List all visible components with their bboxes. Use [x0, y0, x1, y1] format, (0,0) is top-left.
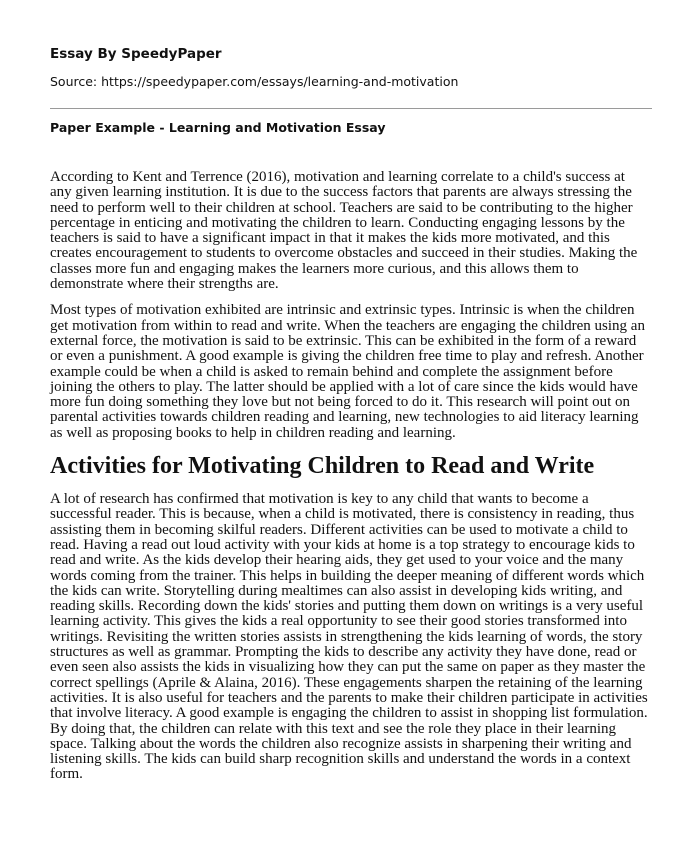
- paragraph-1: According to Kent and Terrence (2016), motivation and learning correlate to a child's success at any given learning institution. It is due to the success factors that parents are always stressing the need to perform well to their children at school. Teachers are said to be contributing to the higher percentage in enticing and motivating the children to learn. Conducting engaging lessons by the teachers is said to have a significant impact in that it makes the kids more motivated, and this creates encouragement to students to overcome obstacles and succeed in their studies. Making the classes more fun and engaging makes the learners more curious, and this allows them to demonstrate where their strengths are.: [50, 169, 638, 293]
- site-title: Essay By SpeedyPaper: [50, 46, 222, 62]
- paragraph-2: Most types of motivation exhibited are intrinsic and extrinsic types. Intrinsic is when the children get motivation from within to read and write. When the teachers are engaging the children using an external force, the motivation is said to be extrinsic. This can be exhibited in the form of a reward or even a punishment. A good example is giving the children free time to play and refresh. Another example could be when a child is asked to remain behind and complete the assignment before joining the others to play. The latter should be applied with a lot of care since the kids would have more fun doing something they love but not being forced to do it. This research will point out on parental activities towards children reading and learning, new technologies to aid literacy learning as well as proposing books to help in children reading and learning.: [50, 302, 645, 441]
- section-heading: Activities for Motivating Children to Read and Write: [50, 453, 595, 480]
- header-divider: [50, 108, 652, 109]
- essay-body: [50, 170, 650, 794]
- paper-title: Paper Example - Learning and Motivation Essay: [50, 120, 386, 135]
- source-line: Source: https://speedypaper.com/essays/learning-and-motivation: [50, 74, 459, 89]
- document-header: [50, 46, 652, 90]
- section-paragraph: A lot of research has confirmed that motivation is key to any child that wants to become a successful reader. This is because, when a child is motivated, there is consistency in reading, thus assisting them in becoming skilful readers. Different activities can be used to motivate a child to read. Having a read out loud activity with your kids at home is a top strategy to encourage kids to read and write. As the kids develop their hearing aids, they get used to your voice and the many words coming from the trainer. This helps in building the deeper meaning of different words which the kids can write. Storytelling during mealtimes can also assist in developing kids writing, and reading skills. Recording down the kids' stories and putting them down on writings is a very useful learning activity. This gives the kids a real opportunity to see their good stories transformed into writings. Revisiting the written stories assists in strengthening the kids learning of words, the story structures as well as grammar. Prompting the kids to describe any activity they have done, read or even seen also assists the kids in visualizing how they can put the same on paper as they master the correct spellings (Aprile & Alaina, 2016). These engagements sharpen the retaining of the learning activities. It is also useful for teachers and the parents to make their children participate in activities that involve literacy. A good example is engaging the children to assist in shopping list formulation. By doing that, the children can relate with this text and see the role they place in their learning space. Talking about the words the children also recognize assists in sharpening their writing and listening skills. The kids can build sharp recognition skills and understand the words in a context form.: [50, 491, 648, 783]
